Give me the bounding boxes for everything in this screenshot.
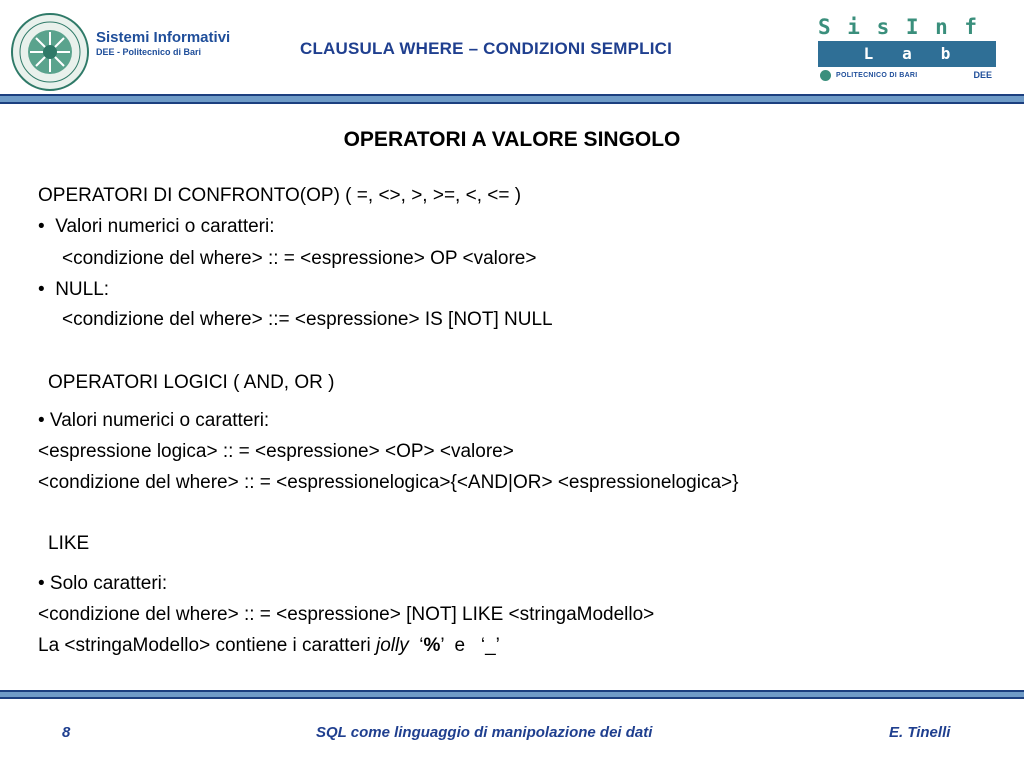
text-line: OPERATORI DI CONFRONTO(OP) ( =, <>, >, >=, <, <= ): [38, 185, 522, 206]
text-line: [38, 635, 500, 657]
code-line: <espressione logica> :: = <espressione> <OP> <valore>: [38, 441, 514, 462]
code-line: <condizione del where> :: = <espressionelogica>{<AND|OR> <espressionelogica>}: [38, 472, 739, 493]
italic-word: jolly: [375, 635, 409, 656]
footer-author: E. Tinelli: [889, 724, 951, 741]
text-segment: La <stringaModello> contiene i caratteri: [38, 635, 376, 656]
brand-block: [96, 30, 230, 58]
politecnico-seal-logo: [10, 12, 90, 92]
code-line: <condizione del where> :: = <espressione> [NOT] LIKE <stringaModello>: [38, 604, 655, 625]
sisinf-lab-logo: [818, 14, 998, 84]
page-number: 8: [62, 724, 71, 741]
lab-logo-bottom: [818, 69, 998, 83]
bullet-line: • Valori numerici o caratteri:: [38, 410, 270, 431]
footer-title: SQL come linguaggio di manipolazione dei dati: [316, 724, 653, 741]
bullet-line: • Solo caratteri:: [38, 573, 168, 594]
section-heading: OPERATORI LOGICI ( AND, OR ): [48, 372, 335, 393]
wildcard-percent: %: [423, 635, 441, 656]
lab-logo-dee: DEE: [973, 70, 992, 80]
wildcard-underscore: ‘_’: [480, 635, 500, 656]
section-heading: LIKE: [48, 533, 90, 554]
code-line: <condizione del where> ::= <espressione> IS [NOT] NULL: [62, 309, 553, 330]
lab-logo-top-text: S i s I n f: [818, 15, 980, 39]
bullet-line: • NULL:: [38, 279, 110, 300]
header-divider: [0, 94, 1024, 104]
footer-divider: [0, 690, 1024, 699]
slide-title: OPERATORI A VALORE SINGOLO: [343, 128, 681, 151]
brand-title: Sistemi Informativi: [96, 29, 231, 46]
code-line: <condizione del where> :: = <espressione> OP <valore>: [62, 248, 537, 269]
header-title: CLAUSULA WHERE – CONDIZIONI SEMPLICI: [300, 39, 673, 58]
bullet-line: • Valori numerici o caratteri:: [38, 216, 275, 237]
lab-logo-politecnico: POLITECNICO DI BARI: [836, 72, 918, 79]
lab-logo-bar-text: L a b: [818, 41, 996, 67]
brand-subtitle: DEE - Politecnico di Bari: [96, 47, 202, 57]
text-segment: ’ e: [440, 635, 481, 656]
lab-emblem-icon: [820, 70, 831, 81]
text-segment: ‘: [408, 635, 424, 656]
